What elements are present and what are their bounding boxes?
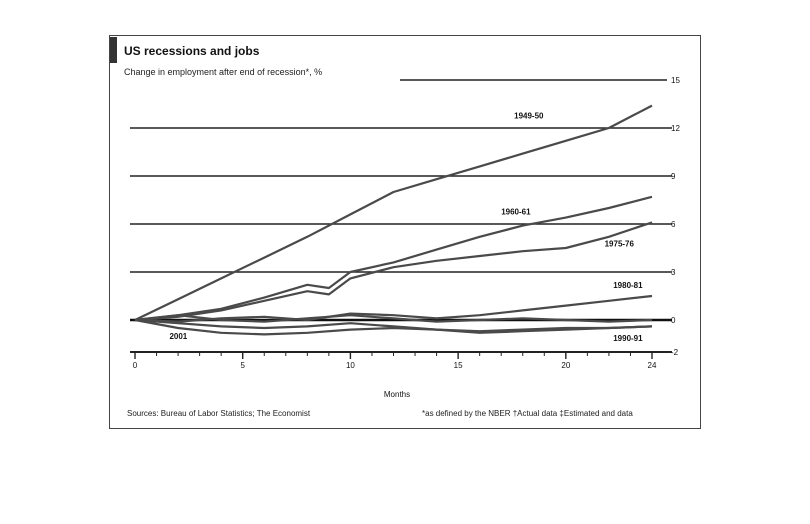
x-tick-label: 0 [132, 361, 138, 370]
series-label-2001: 2001 [169, 332, 188, 342]
source-note: Sources: Bureau of Labor Statistics; The Economist [127, 409, 311, 418]
series-label-1980-81: 1980-81 [613, 281, 643, 290]
y-tick-label: 15 [671, 76, 680, 85]
series-label-1975-76: 1975-76 [604, 239, 634, 249]
x-tick-label: 20 [561, 361, 571, 370]
x-axis-label: Months [383, 390, 411, 399]
y-tick-label: 0 [671, 316, 676, 325]
x-tick-label: 5 [240, 361, 245, 370]
series-labels [169, 111, 643, 342]
series-line-1949-50 [135, 106, 652, 320]
y-tick-label: -2 [671, 348, 679, 357]
x-tick-label: 10 [345, 361, 355, 370]
chart-title: US recessions and jobs [124, 44, 260, 58]
series-layer [135, 106, 652, 335]
x-tick-label: 15 [453, 361, 463, 370]
series-label-1990-91: 1990-91 [613, 333, 643, 343]
x-tick-label: 24 [647, 361, 657, 370]
x-axis [130, 352, 672, 370]
footnotes: *as defined by the NBER †Actual data ‡Estimated and data [422, 409, 633, 418]
y-tick-label: 9 [671, 172, 676, 181]
series-line-1960-61 [135, 197, 652, 320]
series-label-1960-61: 1960-61 [501, 207, 531, 217]
y-tick-labels [671, 76, 680, 357]
y-tick-label: 6 [671, 220, 676, 229]
y-tick-label: 3 [671, 268, 676, 277]
series-label-1949-50: 1949-50 [514, 111, 544, 121]
chart-subtitle: Change in employment after end of recession*, % [124, 67, 323, 77]
y-tick-label: 12 [671, 124, 680, 133]
